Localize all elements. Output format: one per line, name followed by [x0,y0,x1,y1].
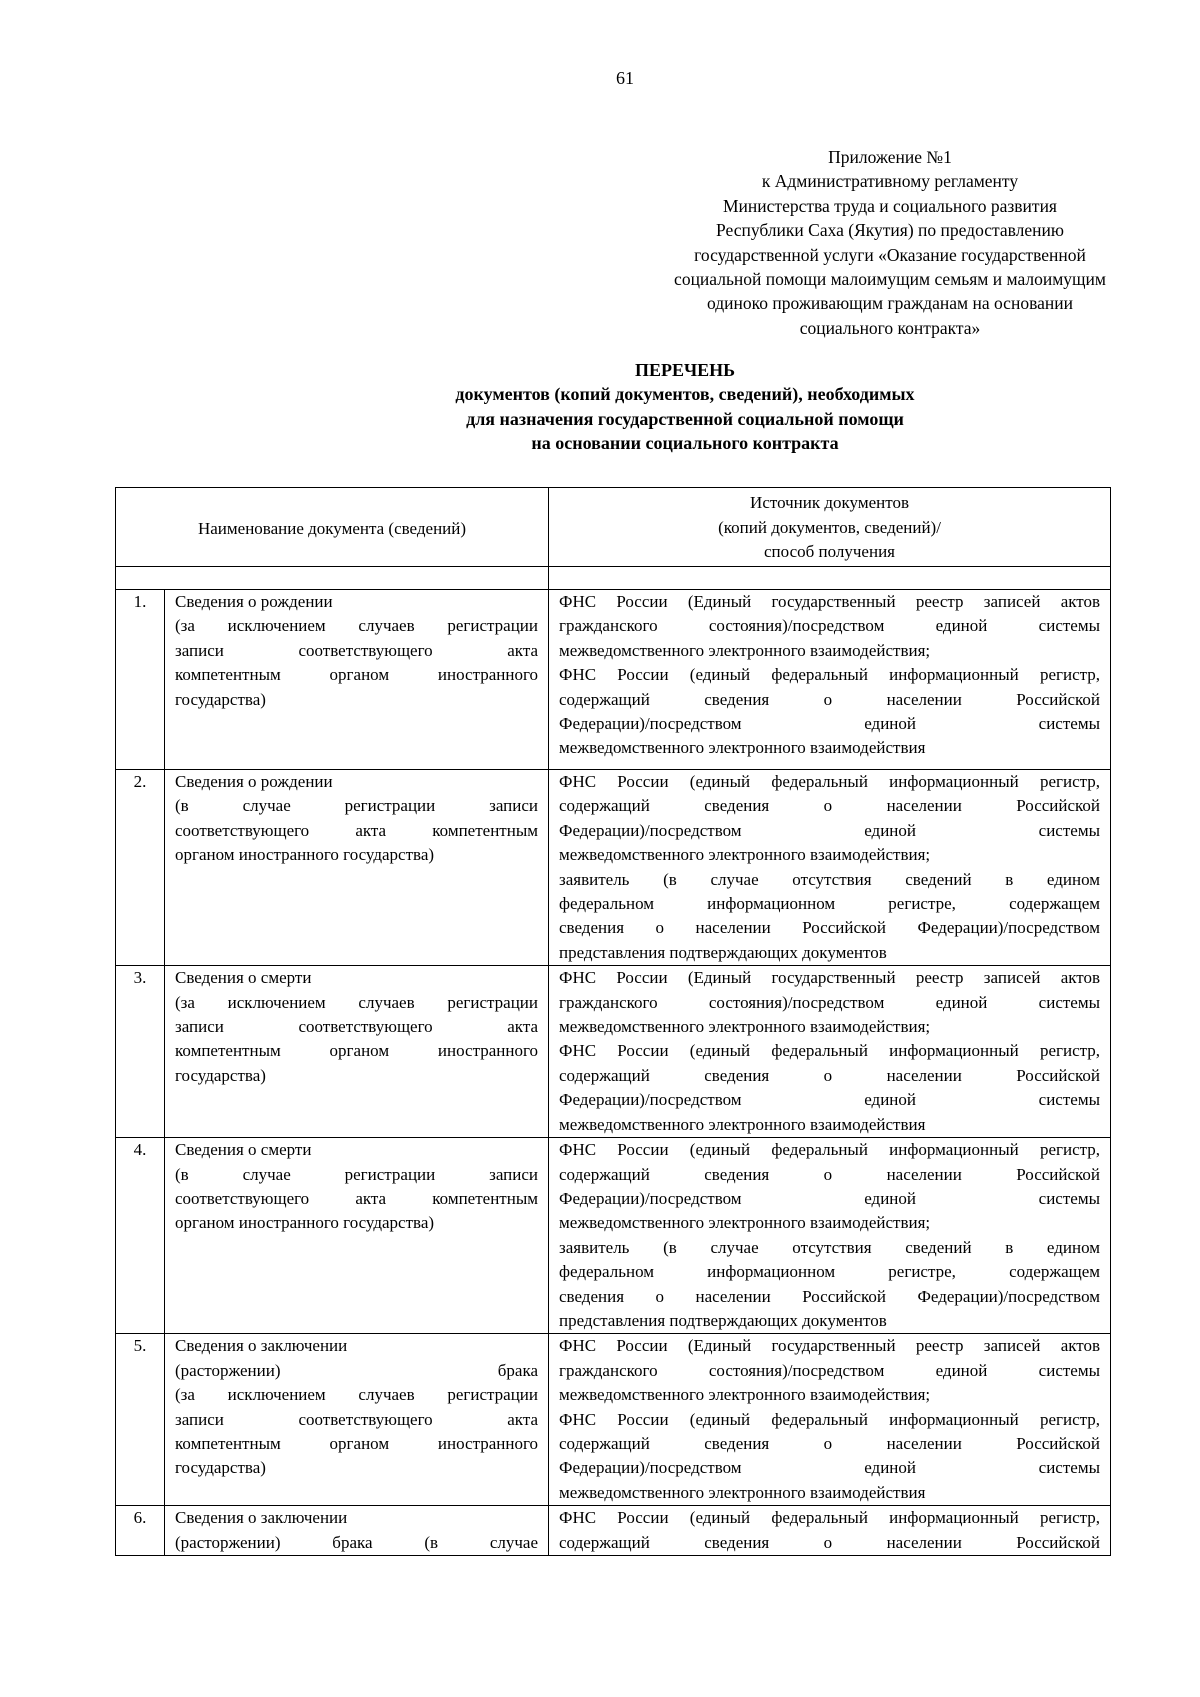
cell-line: гражданского состояния)/посредством единой системы [559,1360,1101,1380]
cell-line: Сведения о рождении [175,592,333,611]
cell-line: заявитель (в случае отсутствия сведений в едином [559,1237,1101,1257]
row-document-name [165,1506,549,1556]
row-number: 2. [116,770,165,966]
row-document-name [165,590,549,770]
appendix-block [640,145,1140,340]
cell-line: представления подтверждающих документов [559,1310,887,1330]
cell-line: межведомственного электронного взаимодействия [559,738,926,758]
documents-table [115,487,1111,1556]
cell-line: Сведения о смерти [175,1140,312,1160]
cell-line: государства) [175,1458,266,1478]
cell-line: ФНС России (Единый государственный реестр записей актов [559,968,1101,988]
cell-line: межведомственного электронного взаимодействия; [559,1213,931,1233]
table-row [116,1138,1111,1334]
cell-line: федеральном информационном регистре, содержащем [559,894,1101,914]
appendix-line: к Административному регламенту [761,171,1019,192]
cell-line: записи соответствующего акта [175,640,539,660]
appendix-line: государственной услуги «Оказание государственной [694,244,1086,265]
cell-line: заявитель (в случае отсутствия сведений в едином [559,869,1101,889]
appendix-line: Республики Саха (Якутия) по предоставлению [715,220,1064,241]
header-document-name: Наименование документа (сведений) [116,488,549,567]
cell-line: записи соответствующего акта [175,1017,539,1037]
cell-line: представления подтверждающих документов [559,942,887,962]
cell-line: ФНС России (Единый государственный реестр записей актов [559,1336,1101,1356]
row-source [549,770,1111,966]
cell-line: Сведения о заключении [175,1508,348,1528]
row-number: 1. [116,590,165,770]
page-number: 61 [616,68,634,88]
row-source [549,590,1111,770]
cell-line: Федерации)/посредством единой системы [559,820,1101,840]
cell-line: ФНС России (единый федеральный информационный регистр, [559,772,1101,791]
table-row [116,590,1111,770]
table-row [116,1506,1111,1556]
cell-line: (расторжении) брака (в случае [175,1532,539,1552]
cell-line: (расторжении) брака [175,1360,539,1380]
cell-line: государства) [175,1065,266,1085]
cell-line: соответствующего акта компетентным [175,1188,539,1208]
header-source-line: (копий документов, сведений)/ [718,517,941,537]
title-line: на основании социального контракта [531,433,839,454]
table-row [116,770,1111,966]
appendix-line: Приложение №1 [828,147,952,167]
cell-line: Сведения о заключении [175,1336,348,1356]
cell-line: (в случае регистрации записи [175,1164,539,1184]
cell-line: содержащий сведения о населении Российской [559,1532,1101,1552]
spacer-cell [549,567,1111,590]
cell-line: межведомственного электронного взаимодействия; [559,1385,931,1405]
header-source-line: Источник документов [750,493,909,513]
cell-line: ФНС России (единый федеральный информационный регистр, [559,665,1101,685]
row-source [549,1334,1111,1506]
cell-line: органом иностранного государства) [175,1213,435,1233]
row-number: 4. [116,1138,165,1334]
row-document-name [165,1138,549,1334]
table-header-row [116,488,1111,567]
appendix-line: одиноко проживающим гражданам на основании [707,293,1073,314]
appendix-line: социальной помощи малоимущим семьям и малоимущим [674,269,1106,290]
cell-line: межведомственного электронного взаимодействия [559,1482,926,1502]
cell-line: (за исключением случаев регистрации [175,1385,539,1405]
row-source [549,1138,1111,1334]
cell-line: федеральном информационном регистре, содержащем [559,1262,1101,1282]
cell-line: соответствующего акта компетентным [175,820,539,840]
table-spacer-row [116,567,1111,590]
cell-line: органом иностранного государства) [175,845,435,865]
row-number: 6. [116,1506,165,1556]
cell-line: компетентным органом иностранного [175,1041,539,1061]
cell-line: (за исключением случаев регистрации [175,992,539,1012]
cell-line: компетентным органом иностранного [175,1433,539,1453]
row-document-name [165,1334,549,1506]
cell-line: Федерации)/посредством единой системы [559,1090,1101,1110]
cell-line: Федерации)/посредством единой системы [559,1458,1101,1478]
row-source [549,1506,1111,1556]
cell-line: Федерации)/посредством единой системы [559,714,1101,734]
cell-line: ФНС России (единый федеральный информационный регистр, [559,1508,1101,1528]
row-number: 5. [116,1334,165,1506]
cell-line: содержащий сведения о населении Российской [559,796,1101,816]
spacer-cell [116,567,549,590]
cell-line: (за исключением случаев регистрации [175,616,539,636]
header-source [549,488,1111,567]
cell-line: содержащий сведения о населении Российской [559,1164,1101,1184]
cell-line: государства) [175,689,266,709]
cell-line: содержащий сведения о населении Российской [559,689,1101,709]
cell-line: (в случае регистрации записи [175,796,539,816]
cell-line: межведомственного электронного взаимодействия [559,1114,926,1134]
cell-line: Федерации)/посредством единой системы [559,1188,1101,1208]
appendix-line: Министерства труда и социального развития [723,195,1057,216]
cell-line: Сведения о рождении [175,772,333,791]
cell-line: ФНС России (единый федеральный информационный регистр, [559,1409,1101,1429]
appendix-line: социального контракта» [799,317,981,338]
cell-line: межведомственного электронного взаимодействия; [559,640,931,660]
cell-line: межведомственного электронного взаимодействия; [559,1017,931,1037]
table-row [116,966,1111,1138]
title-line: документов (копий документов, сведений), необходимых [455,384,915,405]
cell-line: содержащий сведения о населении Российской [559,1433,1101,1453]
cell-line: гражданского состояния)/посредством единой системы [559,992,1101,1012]
cell-line: гражданского состояния)/посредством единой системы [559,616,1101,636]
cell-line: межведомственного электронного взаимодействия; [559,845,931,865]
header-source-line: способ получения [764,542,895,562]
cell-line: Сведения о смерти [175,968,312,988]
cell-line: сведения о населении Российской Федерации)/посредством [559,918,1101,938]
row-document-name [165,770,549,966]
cell-line: ФНС России (единый федеральный информационный регистр, [559,1041,1101,1061]
cell-line: содержащий сведения о населении Российской [559,1065,1101,1085]
title-heading: ПЕРЕЧЕНЬ [634,360,736,380]
cell-line: компетентным органом иностранного [175,665,539,685]
title-line: для назначения государственной социальной помощи [466,408,904,429]
row-number: 3. [116,966,165,1138]
cell-line: сведения о населении Российской Федерации)/посредством [559,1286,1101,1306]
cell-line: ФНС России (Единый государственный реестр записей актов [559,592,1101,611]
document-title [0,358,1200,456]
cell-line: записи соответствующего акта [175,1409,539,1429]
cell-line: ФНС России (единый федеральный информационный регистр, [559,1140,1101,1160]
row-document-name [165,966,549,1138]
row-source [549,966,1111,1138]
table-row [116,1334,1111,1506]
